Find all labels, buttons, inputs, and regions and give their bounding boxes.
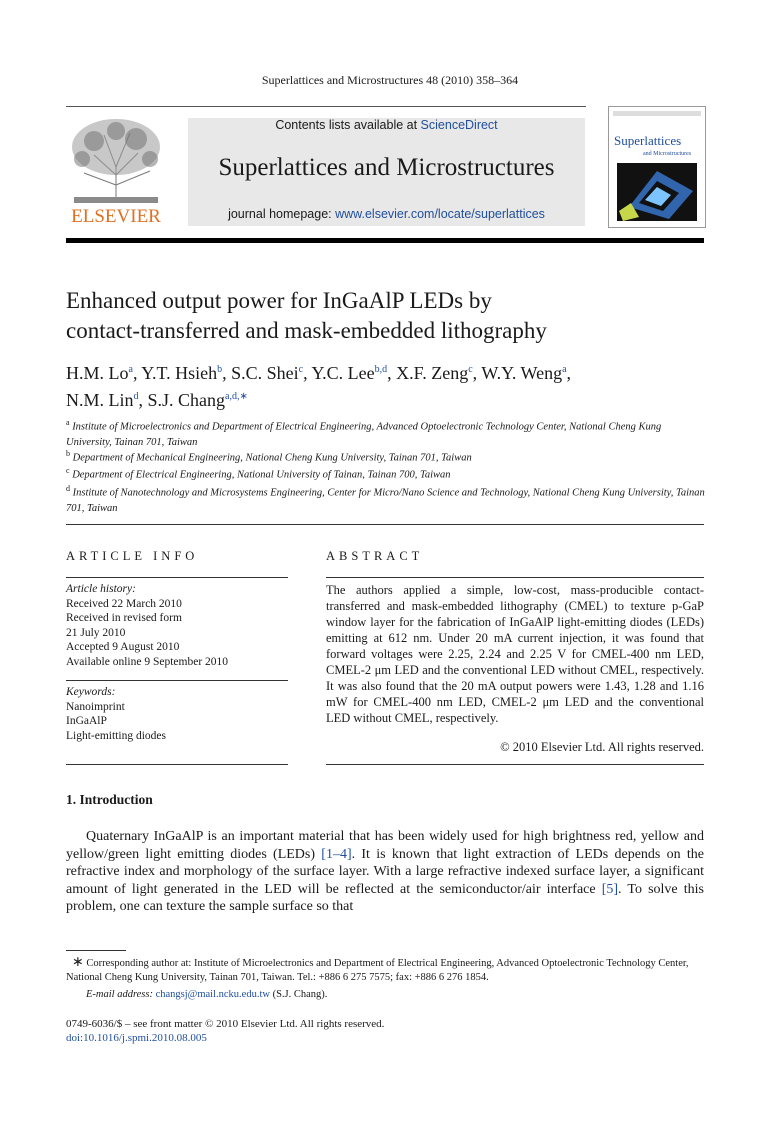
affiliation bbox=[66, 481, 706, 516]
doi-link[interactable]: doi:10.1016/j.spmi.2010.08.005 bbox=[66, 1032, 207, 1044]
author-affiliation-mark[interactable]: a bbox=[128, 364, 133, 375]
author-affiliation-mark[interactable]: c bbox=[298, 364, 304, 375]
history-item: 21 July 2010 bbox=[66, 626, 126, 639]
abstract-bottom-rule bbox=[326, 764, 704, 765]
author-name: N.M. Lin bbox=[66, 390, 134, 410]
author-name: Y.C. Lee bbox=[311, 363, 375, 383]
intro-text: . To solve this problem, one can texture the sample surface so that bbox=[66, 881, 704, 914]
intro-text: . It is known that light extraction of LEDs depends on the refractive index and morphology of the surface layer. With a large refractive indexed surface layer, a significant amount of light generated in the LED will be reflected at the semiconductor/air interface bbox=[66, 846, 704, 897]
keywords-label: Keywords: bbox=[66, 686, 116, 698]
homepage-line bbox=[188, 207, 585, 221]
citation-link[interactable]: [1–4] bbox=[321, 846, 352, 862]
contents-prefix: Contents lists available at bbox=[275, 118, 421, 132]
article-title bbox=[66, 286, 706, 346]
article-info-rule bbox=[66, 577, 288, 578]
affiliation-key: c bbox=[66, 466, 70, 475]
affiliation-text: Department of Mechanical Engineering, National Cheng Kung University, Tainan 701, Taiwan bbox=[72, 452, 472, 464]
history-label: Article history: bbox=[66, 583, 136, 595]
author-name: X.F. Zeng bbox=[396, 363, 469, 383]
intro-text: Quaternary InGaAlP is an important material that has been widely used for high brightness red, yellow and yellow/green light emitting diodes (LEDs) bbox=[66, 829, 704, 862]
email-suffix: (S.J. Chang). bbox=[269, 989, 328, 1000]
affiliation-key: d bbox=[66, 484, 70, 493]
affiliations-divider bbox=[66, 524, 704, 525]
author-affiliation-mark[interactable]: c bbox=[468, 364, 473, 375]
abstract-heading: ABSTRACT bbox=[326, 549, 424, 563]
author-affiliation-mark[interactable]: a,d,∗ bbox=[225, 391, 248, 402]
corresponding-author-note bbox=[66, 956, 704, 985]
affiliation-key: a bbox=[66, 418, 70, 427]
citation-link[interactable]: [5] bbox=[601, 881, 619, 897]
section-heading-introduction: 1. Introduction bbox=[66, 792, 153, 807]
journal-homepage-link[interactable]: www.elsevier.com/locate/superlattices bbox=[335, 207, 545, 221]
author[interactable] bbox=[66, 390, 148, 410]
author-separator: , bbox=[303, 363, 312, 383]
keyword: Nanoimprint bbox=[66, 700, 125, 713]
keywords bbox=[66, 685, 288, 743]
affiliation-text: Department of Electrical Engineering, National University of Tainan, Tainan 700, Taiwan bbox=[72, 469, 451, 481]
article-info-bottom-rule bbox=[66, 764, 288, 765]
footnote-text: Corresponding author at: Institute of Microelectronics and Department of Electrical Engineering, Advanced Optoelectronic Technology Center, National Cheng Kung University, Tainan 701, Taiwan. Tel.: +886 6 275 7575; fax: +886 6 276 1854. bbox=[66, 958, 689, 983]
author-separator: , bbox=[472, 363, 482, 383]
article-info-heading: ARTICLE INFO bbox=[66, 549, 199, 563]
keyword: InGaAlP bbox=[66, 715, 107, 727]
footnote-rule bbox=[66, 950, 126, 951]
abstract-copyright: © 2010 Elsevier Ltd. All rights reserved. bbox=[500, 740, 704, 754]
author-separator: , bbox=[132, 363, 142, 383]
title-line-2: contact-transferred and mask-embedded lithography bbox=[66, 318, 547, 343]
cover-title: Superlattices bbox=[614, 133, 682, 148]
author-name: S.J. Chang bbox=[147, 390, 226, 410]
author[interactable] bbox=[66, 363, 141, 383]
author-list bbox=[66, 358, 706, 412]
author-name: W.Y. Weng bbox=[481, 363, 563, 383]
affiliation-text: Institute of Nanotechnology and Microsystems Engineering, Center for Micro/Nano Science and Technology, National Cheng Kung University, Tainan 701, Taiwan bbox=[66, 487, 705, 514]
author[interactable] bbox=[231, 363, 311, 383]
author-separator: , bbox=[138, 390, 148, 410]
sciencedirect-link[interactable]: ScienceDirect bbox=[420, 118, 498, 132]
author-separator: , bbox=[387, 363, 397, 383]
masthead-divider bbox=[66, 238, 704, 243]
author[interactable] bbox=[396, 363, 481, 383]
author[interactable] bbox=[481, 363, 571, 383]
author-separator: , bbox=[222, 363, 232, 383]
keyword: Light-emitting diodes bbox=[66, 729, 166, 742]
affiliation bbox=[66, 463, 706, 483]
header-rule bbox=[66, 106, 586, 107]
author-affiliation-mark[interactable]: d bbox=[133, 391, 139, 402]
cover-subtitle: and Microstructures bbox=[643, 151, 692, 157]
elsevier-logo bbox=[64, 115, 168, 227]
contents-line bbox=[188, 118, 585, 132]
author-email-link[interactable]: changsj@mail.ncku.edu.tw bbox=[155, 989, 270, 1000]
author-affiliation-mark[interactable]: b,d bbox=[374, 364, 388, 375]
history-item: Available online 9 September 2010 bbox=[66, 655, 229, 668]
homepage-prefix: journal homepage: bbox=[228, 207, 336, 221]
keywords-rule bbox=[66, 680, 288, 681]
affiliation bbox=[66, 415, 706, 450]
author-separator: , bbox=[566, 363, 572, 383]
email-note bbox=[86, 988, 724, 1002]
journal-cover-thumbnail bbox=[608, 106, 706, 228]
author-affiliation-mark[interactable]: a bbox=[562, 364, 567, 375]
elsevier-tree-icon bbox=[64, 115, 168, 227]
introduction-paragraph bbox=[66, 828, 704, 916]
author-name: H.M. Lo bbox=[66, 363, 129, 383]
author[interactable] bbox=[141, 363, 231, 383]
footnote-mark: ∗ bbox=[72, 955, 84, 970]
affiliation-text: Institute of Microelectronics and Department of Electrical Engineering, Advanced Optoelectronic Technology Center, National Cheng Kung University, Tainan 701, Taiwan bbox=[66, 421, 662, 448]
history-item: Received in revised form bbox=[66, 612, 182, 624]
author-name: S.C. Shei bbox=[231, 363, 299, 383]
title-line-1: Enhanced output power for InGaAlP LEDs by bbox=[66, 288, 492, 313]
elsevier-wordmark: ELSEVIER bbox=[71, 206, 161, 227]
affiliation-key: b bbox=[66, 449, 70, 458]
author[interactable] bbox=[311, 363, 396, 383]
running-citation: Superlattices and Microstructures 48 (2010) 358–364 bbox=[261, 73, 519, 87]
journal-name: Superlattices and Microstructures bbox=[218, 154, 555, 181]
author-affiliation-mark[interactable]: b bbox=[217, 364, 223, 375]
abstract-rule bbox=[326, 577, 704, 578]
history-item: Received 22 March 2010 bbox=[66, 597, 182, 610]
author[interactable] bbox=[148, 390, 248, 410]
issn-line: 0749-6036/$ – see front matter © 2010 Elsevier Ltd. All rights reserved. bbox=[66, 1018, 385, 1030]
author-name: Y.T. Hsieh bbox=[141, 363, 218, 383]
abstract-text: The authors applied a simple, low-cost, mass-producible contact-transferred and mask-embedded lithography (CMEL) to texture p-GaP window layer for the fabrication of InGaAlP light-emitting diodes (LEDs) emitting at 612 nm. Under 20 mA current injection, it was found that forward voltages were 2.25, 2.24 and 2.25 V for CMEL-400 nm LED, CMEL-2 μm LED and the conventional LED without CMEL, respectively. It was also found that the 20 mA output powers were 1.43, 1.28 and 1.16 mW for CMEL-400 nm LED, CMEL-2 μm LED and the conventional LED without CMEL, respectively. bbox=[326, 583, 704, 725]
article-history bbox=[66, 582, 288, 669]
email-label: E-mail address: bbox=[86, 989, 156, 1000]
cover-art-icon bbox=[609, 107, 705, 227]
history-item: Accepted 9 August 2010 bbox=[66, 641, 180, 653]
